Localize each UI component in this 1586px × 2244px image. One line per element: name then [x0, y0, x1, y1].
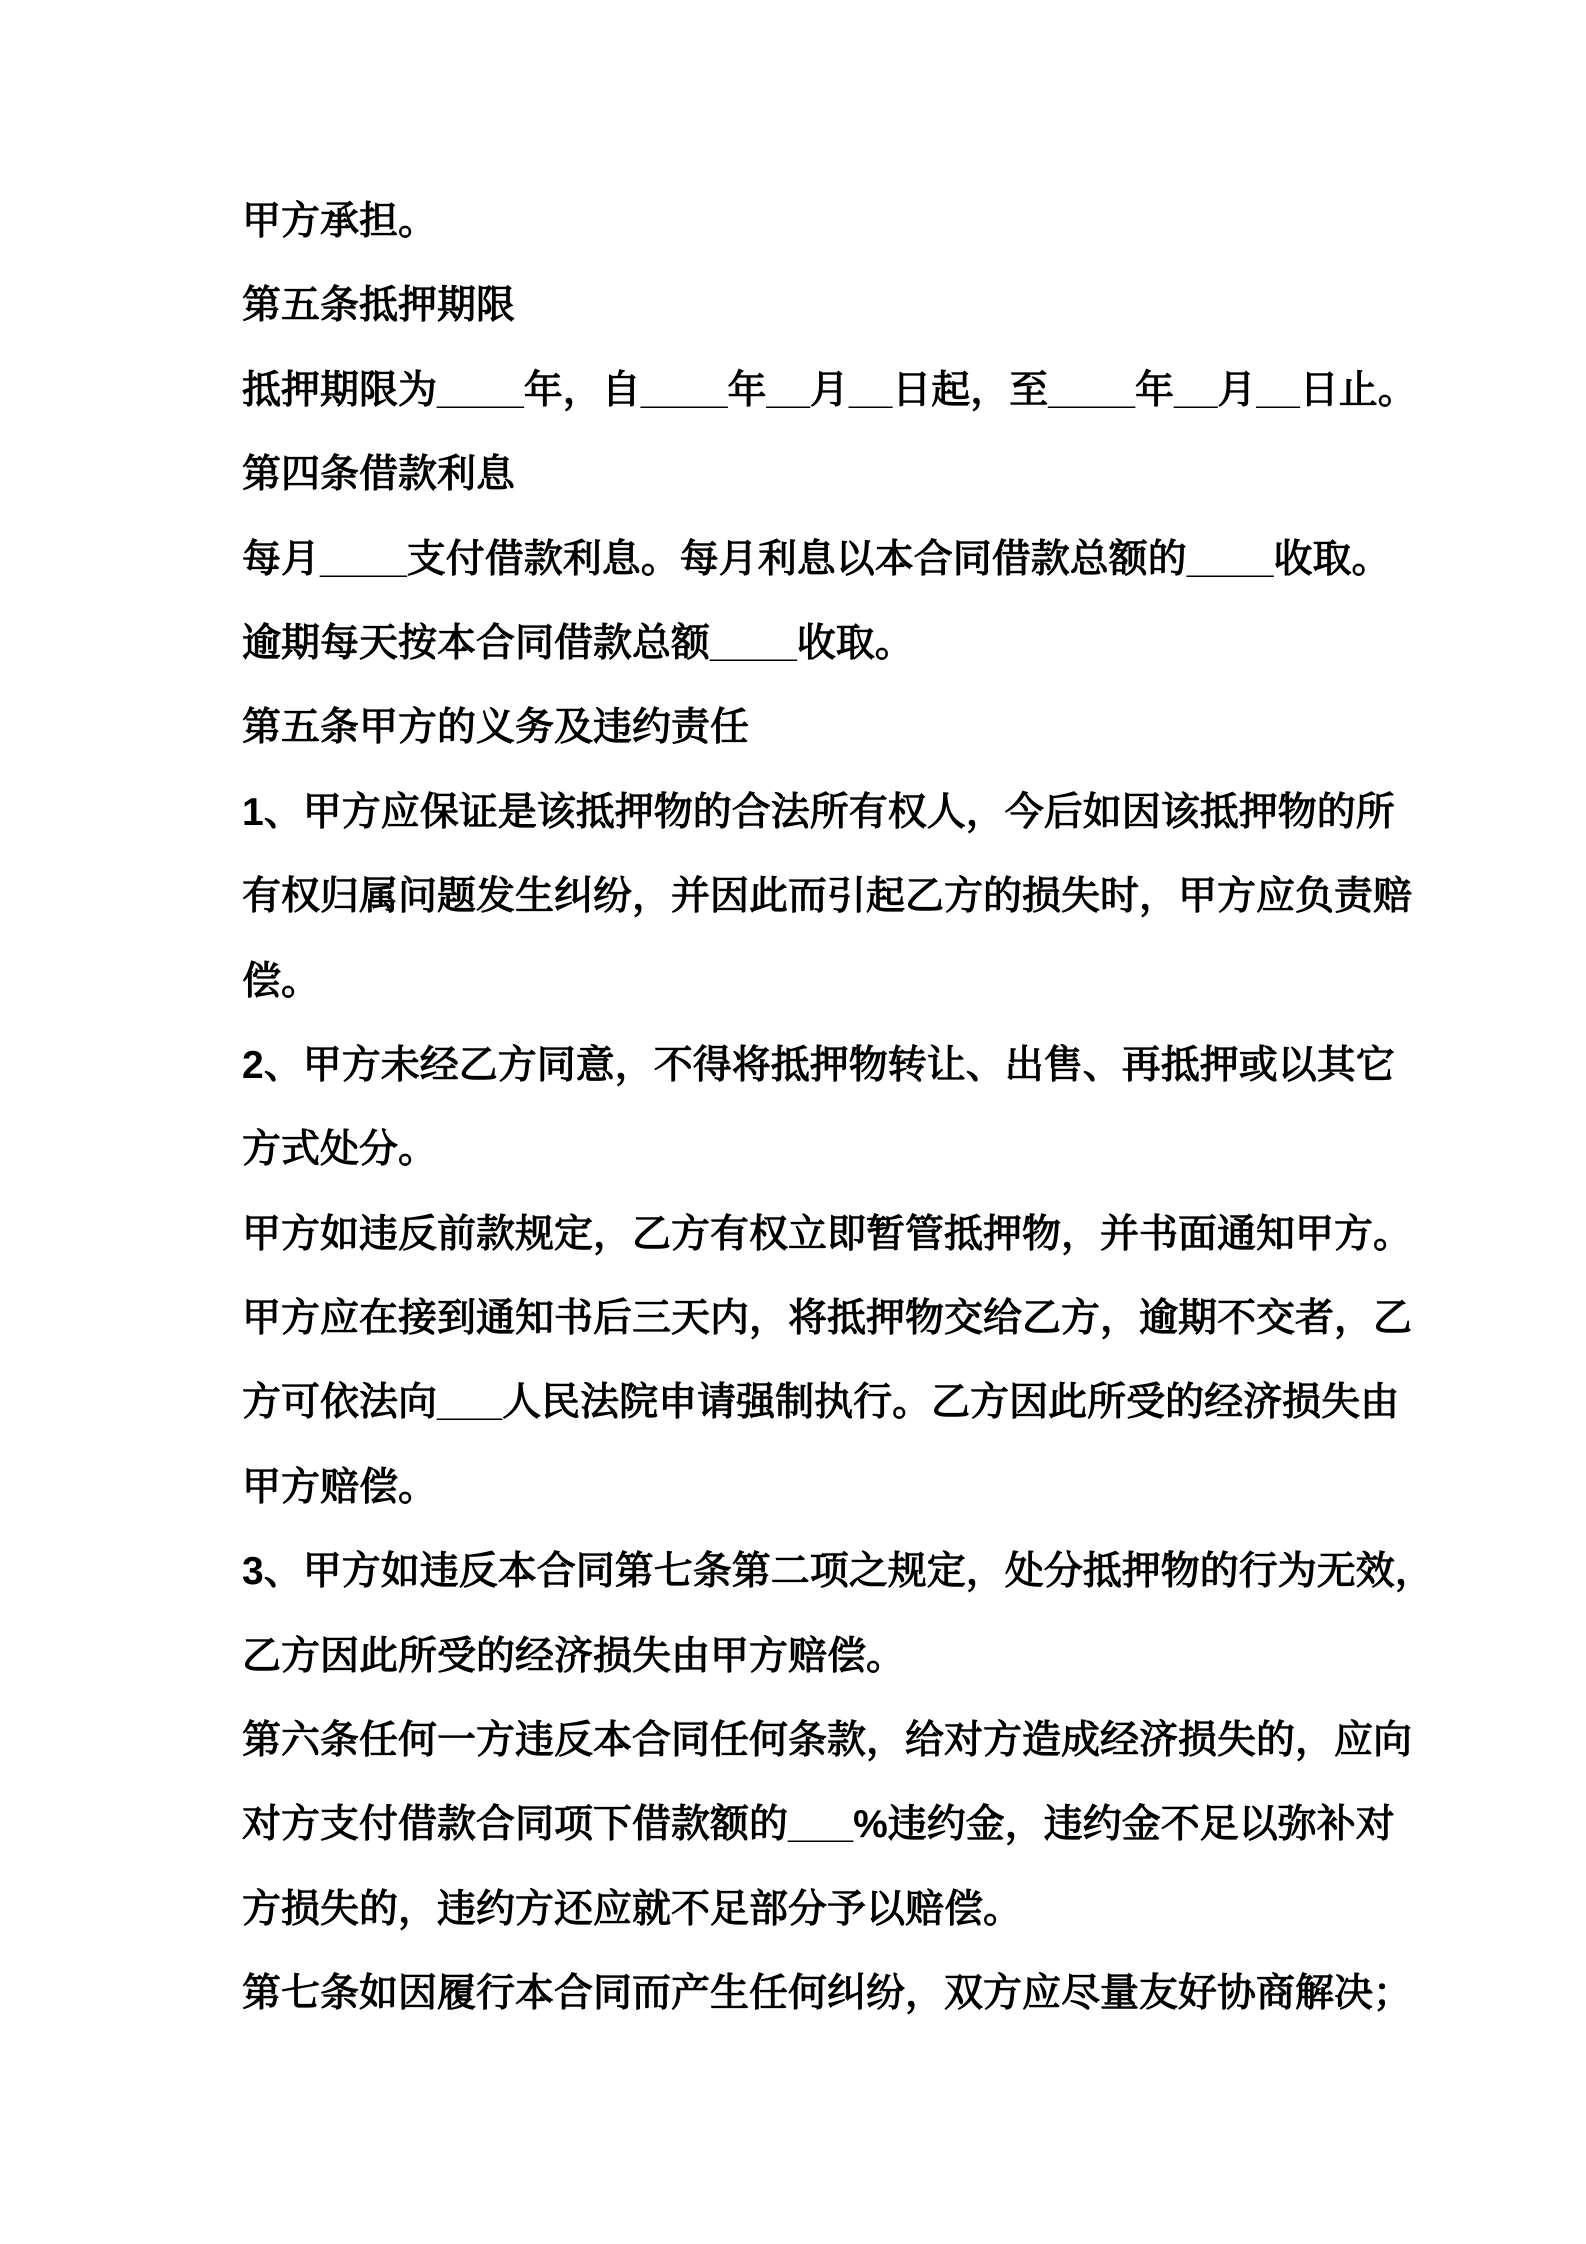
clause-5-pledge-term-heading: 第五条抵押期限 [242, 284, 516, 328]
breach-paragraph-line: 甲方应在接到通知书后三天内，将抵押物交给乙方，逾期不交者，乙 [242, 1297, 1413, 1341]
paragraph-continuation-line: 甲方承担。 [242, 200, 438, 243]
interest-payment-line: 每月____支付借款利息。每月利息以本合同借款总额的____收取。 [242, 537, 1391, 581]
item-3-text-line: 3、甲方如违反本合同第七条第二项之规定，处分抵押物的行为无效， [242, 1550, 1434, 1594]
item-3-text-line: 乙方因此所受的经济损失由甲方赔偿。 [242, 1634, 906, 1678]
clause-6-text-line: 方损失的，违约方还应就不足部分予以赔偿。 [242, 1887, 1023, 1931]
item-2-text-line: 方式处分。 [242, 1128, 438, 1172]
clause-6-text-line: 第六条任何一方违反本合同任何条款，给对方造成经济损失的，应向 [242, 1719, 1413, 1763]
item-1-text-line: 1、甲方应保证是该抵押物的合法所有权人，今后如因该抵押物的所 [242, 790, 1395, 834]
clause-7-text-line: 第七条如因履行本合同而产生任何纠纷，双方应尽量友好协商解决； [242, 1972, 1413, 2016]
item-2-text-line: 2、甲方未经乙方同意，不得将抵押物转让、出售、再抵押或以其它 [242, 1043, 1395, 1087]
pledge-term-blank-line: 抵押期限为____年，自____年__月__日起，至____年__月__日止。 [242, 368, 1417, 412]
item-1-text-line: 偿。 [242, 959, 321, 1003]
clause-6-text-line: 对方支付借款合同项下借款额的___%违约金，违约金不足以弥补对 [242, 1803, 1395, 1847]
clause-5-obligations-heading: 第五条甲方的义务及违约责任 [242, 706, 750, 750]
breach-paragraph-line: 甲方赔偿。 [242, 1465, 438, 1509]
clause-4-loan-interest-heading: 第四条借款利息 [242, 453, 516, 497]
breach-paragraph-line: 方可依法向___人民法院申请强制执行。乙方因此所受的经济损失由 [242, 1381, 1400, 1425]
item-1-text-line: 有权归属问题发生纠纷，并因此而引起乙方的损失时，甲方应负责赔 [242, 875, 1413, 919]
contract-text-block [242, 180, 1442, 2037]
overdue-interest-line: 逾期每天按本合同借款总额____收取。 [242, 621, 914, 665]
breach-paragraph-line: 甲方如违反前款规定，乙方有权立即暂管抵押物，并书面通知甲方。 [242, 1212, 1413, 1256]
